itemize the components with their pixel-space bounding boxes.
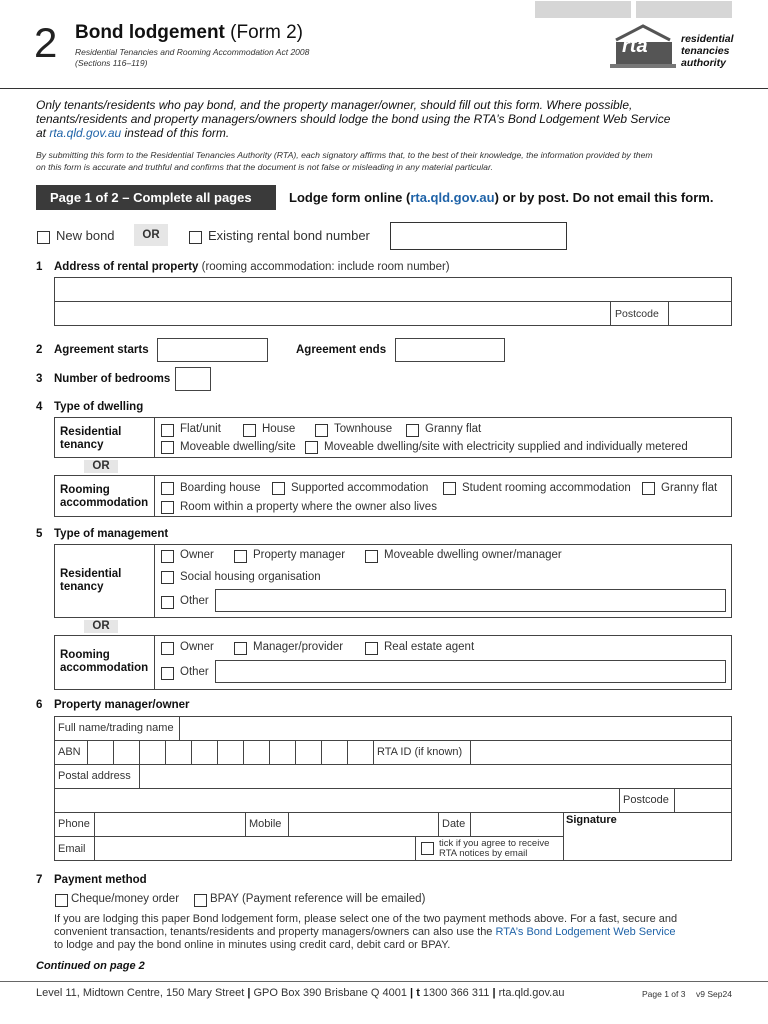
rta-word-1: residential	[681, 33, 734, 45]
flat-unit-label: Flat/unit	[180, 423, 221, 435]
room-mgmt-agent-label: Real estate agent	[384, 641, 475, 653]
office-use-box-2	[636, 1, 732, 18]
payment-method-label: Payment method	[54, 874, 147, 886]
dwelling-room-label-1: Rooming	[60, 484, 110, 496]
q1-hint: (rooming accommodation: include room number)	[201, 261, 450, 273]
intro-link[interactable]: rta.qld.gov.au	[49, 126, 122, 140]
email-notice-line-2: RTA notices by email	[439, 848, 528, 859]
payment-info-3: to lodge and pay the bond online in minutes using credit card, debit card or BPAY.	[54, 939, 451, 951]
mgmt-owner-checkbox[interactable]	[161, 550, 174, 563]
granny-flat-room-checkbox[interactable]	[642, 482, 655, 495]
room-mgmt-agent-checkbox[interactable]	[365, 642, 378, 655]
q6-number: 6	[36, 699, 43, 711]
intro-line-3-post: instead of this form.	[121, 126, 230, 140]
mgmt-res-other-input[interactable]	[215, 589, 726, 612]
rta-id-label: RTA ID (if known)	[377, 746, 463, 758]
lodge-pre: Lodge form online (	[289, 190, 411, 205]
room-mgmt-other-checkbox[interactable]	[161, 667, 174, 680]
property-manager-label: Property manager/owner	[54, 699, 190, 711]
abn-input[interactable]	[88, 741, 373, 764]
dwelling-residential-divider	[154, 417, 155, 458]
intro-line-1: Only tenants/residents who pay bond, and the property manager/owner, should fill out this form. Where possible,	[36, 98, 633, 112]
address-line-1-input[interactable]	[54, 277, 732, 302]
management-residential-divider	[154, 544, 155, 618]
payment-info-link[interactable]: RTA’s Bond Lodgement Web Service	[495, 926, 676, 938]
boarding-house-checkbox[interactable]	[161, 482, 174, 495]
management-or-tag: OR	[84, 620, 118, 633]
management-rooming-divider	[154, 635, 155, 690]
q1-number: 1	[36, 261, 43, 273]
footer-t: t	[416, 987, 420, 999]
mgmt-res-label-1: Residential	[60, 568, 122, 580]
lodge-post: ) or by post. Do not email this form.	[494, 190, 714, 205]
agreement-starts-input[interactable]	[157, 338, 268, 362]
signature-label: Signature	[566, 814, 617, 826]
room-owner-lives-label: Room within a property where the owner also lives	[180, 501, 437, 513]
mobile-input[interactable]	[289, 813, 438, 836]
granny-flat-room-label: Granny flat	[661, 482, 718, 494]
act-name: Residential Tenancies and Rooming Accommodation Act 2008	[75, 47, 310, 57]
rta-id-input[interactable]	[471, 741, 731, 764]
date-divider-1	[438, 812, 439, 836]
bedrooms-input[interactable]	[175, 367, 211, 391]
pm-postcode-divider-1	[619, 788, 620, 812]
footer-version: v9 Sep24	[696, 989, 732, 999]
postal-address-label: Postal address	[58, 770, 131, 782]
email-notice-line-1: tick if you agree to receive	[439, 838, 550, 849]
rta-logo-text: rta	[622, 35, 648, 57]
bpay-label: BPAY (Payment reference will be emailed)	[210, 893, 426, 905]
room-mgmt-other-input[interactable]	[215, 660, 726, 683]
dwelling-or-tag: OR	[84, 460, 118, 473]
fine-print-2: on this form is accurate and truthful and confirms that the document is not false or misleading in any material particular.	[36, 162, 493, 172]
mgmt-owner-label: Owner	[180, 549, 214, 561]
cheque-checkbox[interactable]	[55, 894, 68, 907]
page-banner-label: Page 1 of 2 – Complete all pages	[50, 190, 252, 205]
act-sections: (Sections 116–119)	[75, 58, 148, 68]
pm-postcode-input[interactable]	[675, 789, 731, 812]
agreement-starts-label: Agreement starts	[54, 344, 149, 356]
pm-postcode-label: Postcode	[623, 794, 669, 806]
footer-phone: 1300 366 311	[422, 987, 490, 999]
room-mgmt-owner-label: Owner	[180, 641, 214, 653]
footer-site[interactable]: rta.qld.gov.au	[498, 987, 565, 999]
footer-contact	[36, 986, 564, 1000]
dwelling-rooming-divider	[154, 475, 155, 517]
granny-flat-res-checkbox[interactable]	[406, 424, 419, 437]
rta-word-3: authority	[681, 57, 726, 69]
date-input[interactable]	[471, 813, 563, 836]
moveable-dwelling-metered-checkbox[interactable]	[305, 441, 318, 454]
townhouse-label: Townhouse	[334, 423, 393, 435]
cheque-label: Cheque/money order	[71, 893, 180, 905]
mgmt-social-housing-label: Social housing organisation	[180, 571, 321, 583]
mgmt-moveable-owner-label: Moveable dwelling owner/manager	[384, 549, 562, 561]
q1-label	[54, 260, 450, 274]
intro-line-2: tenants/residents and property managers/owners should lodge the bond using the RTA’s Bond Lodgement Web Service	[36, 112, 671, 126]
existing-bond-number-input[interactable]	[390, 222, 567, 250]
moveable-dwelling-checkbox[interactable]	[161, 441, 174, 454]
form-title-main: Bond lodgement	[75, 22, 225, 43]
form-title-suffix: (Form 2)	[230, 22, 303, 43]
footer-sep-1: |	[247, 987, 251, 999]
abn-cell-12	[373, 740, 374, 764]
mgmt-res-other-checkbox[interactable]	[161, 596, 174, 609]
q2-number: 2	[36, 344, 43, 356]
mobile-label: Mobile	[249, 818, 282, 830]
new-bond-checkbox[interactable]	[37, 231, 50, 244]
q1-label-main: Address of rental property	[54, 261, 199, 273]
new-bond-label: New bond	[56, 228, 115, 243]
townhouse-checkbox[interactable]	[315, 424, 328, 437]
boarding-house-label: Boarding house	[180, 482, 261, 494]
email-notice-divider	[415, 836, 416, 861]
room-mgmt-other-label: Other	[180, 666, 209, 678]
address-postcode-input[interactable]	[668, 301, 732, 326]
rta-word-2: tenancies	[681, 45, 730, 57]
payment-info-2-pre: convenient transaction, tenants/residents and property managers/owners can also use the	[54, 926, 496, 938]
house-label: House	[262, 423, 296, 435]
date-label: Date	[442, 818, 466, 830]
footer-address: Level 11, Midtown Centre, 150 Mary Street	[36, 987, 245, 999]
q4-number: 4	[36, 401, 43, 413]
form-title	[75, 22, 303, 44]
dwelling-res-label-1: Residential	[60, 426, 122, 438]
mgmt-res-other-label: Other	[180, 595, 209, 607]
q3-number: 3	[36, 373, 43, 385]
email-input[interactable]	[95, 837, 415, 860]
moveable-dwelling-metered-label: Moveable dwelling/site with electricity supplied and individually metered	[324, 441, 688, 453]
full-name-label: Full name/trading name	[58, 722, 174, 734]
email-notice-checkbox[interactable]	[421, 842, 434, 855]
continued-note: Continued on page 2	[36, 960, 145, 972]
lodge-link[interactable]: rta.qld.gov.au	[410, 190, 495, 205]
existing-bond-label: Existing rental bond number	[208, 228, 370, 243]
footer-divider	[0, 981, 768, 982]
granny-flat-res-label: Granny flat	[425, 423, 482, 435]
phone-label: Phone	[58, 818, 90, 830]
mgmt-room-label-2: accommodation	[60, 662, 149, 674]
address-postcode-label: Postcode	[615, 308, 659, 320]
mobile-divider-1	[245, 812, 246, 836]
room-mgmt-owner-checkbox[interactable]	[161, 642, 174, 655]
payment-info-2	[54, 925, 675, 939]
office-use-box-1	[535, 1, 631, 18]
existing-bond-checkbox[interactable]	[189, 231, 202, 244]
q7-number: 7	[36, 874, 43, 886]
dwelling-type-label: Type of dwelling	[54, 401, 144, 413]
management-type-label: Type of management	[54, 528, 169, 540]
footer-gpo: GPO Box 390 Brisbane Q 4001	[253, 987, 407, 999]
mgmt-social-housing-checkbox[interactable]	[161, 571, 174, 584]
mgmt-property-manager-label: Property manager	[253, 549, 346, 561]
flat-unit-checkbox[interactable]	[161, 424, 174, 437]
phone-input[interactable]	[95, 813, 245, 836]
room-mgmt-provider-label: Manager/provider	[253, 641, 344, 653]
house-checkbox[interactable]	[243, 424, 256, 437]
payment-info-1: If you are lodging this paper Bond lodgement form, please select one of the two payment methods above. For a fast, secure and	[54, 913, 678, 925]
mgmt-res-label-2: tenancy	[60, 581, 104, 593]
email-label: Email	[58, 843, 86, 855]
signature-area[interactable]	[564, 826, 731, 860]
footer-sep-2: |	[410, 987, 414, 999]
mgmt-room-label-1: Rooming	[60, 649, 110, 661]
q5-number: 5	[36, 528, 43, 540]
intro-line-3	[36, 126, 229, 140]
mgmt-moveable-owner-checkbox[interactable]	[365, 550, 378, 563]
bedrooms-label: Number of bedrooms	[54, 373, 171, 385]
bpay-checkbox[interactable]	[194, 894, 207, 907]
student-rooming-label: Student rooming accommodation	[462, 482, 631, 494]
footer-page: Page 1 of 3	[642, 989, 686, 999]
bond-or-tag: OR	[134, 224, 168, 246]
header-divider	[0, 88, 768, 89]
form-number: 2	[34, 19, 58, 66]
dwelling-res-label-2: tenancy	[60, 439, 104, 451]
agreement-ends-label: Agreement ends	[296, 344, 387, 356]
abn-label: ABN	[58, 746, 81, 758]
room-mgmt-provider-checkbox[interactable]	[234, 642, 247, 655]
supported-accommodation-label: Supported accommodation	[291, 482, 429, 494]
student-rooming-checkbox[interactable]	[443, 482, 456, 495]
fine-print-1: By submitting this form to the Residential Tenancies Authority (RTA), each signatory affirms that, to the best of their knowledge, the information provided by them	[36, 150, 653, 160]
mgmt-property-manager-checkbox[interactable]	[234, 550, 247, 563]
intro-line-3-pre: at	[36, 126, 50, 140]
agreement-ends-input[interactable]	[395, 338, 505, 362]
moveable-dwelling-label: Moveable dwelling/site	[180, 441, 296, 453]
supported-accommodation-checkbox[interactable]	[272, 482, 285, 495]
dwelling-room-label-2: accommodation	[60, 497, 149, 509]
full-name-input[interactable]	[180, 717, 731, 740]
address-line-2-input[interactable]	[54, 301, 611, 326]
room-owner-lives-checkbox[interactable]	[161, 501, 174, 514]
lodge-instructions	[289, 190, 713, 205]
footer-sep-3: |	[492, 987, 496, 999]
